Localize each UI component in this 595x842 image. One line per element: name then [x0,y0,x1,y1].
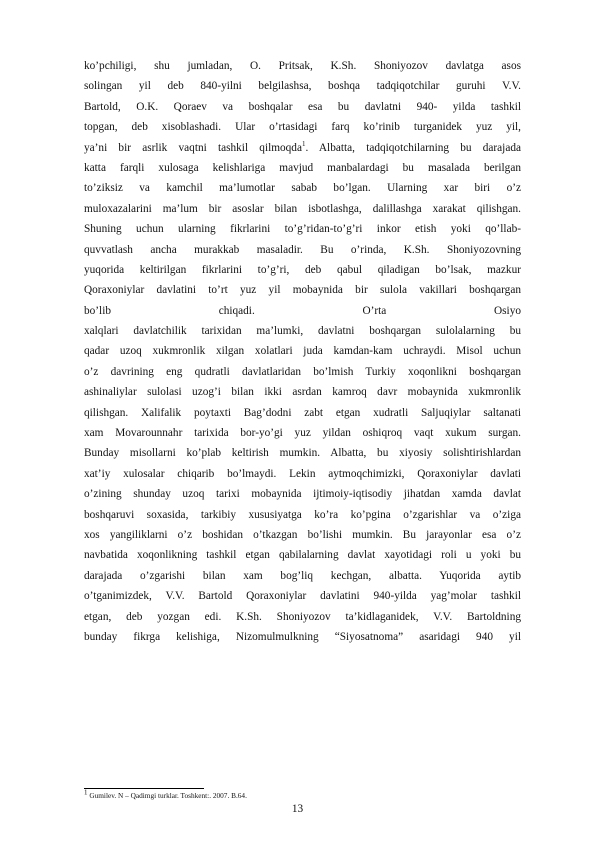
text-line: Bartold, O.K. Qoraev va boshqalar esa bu davlatni 940- yilda tashkil [84,100,521,113]
text-line: quvvatlash ancha murakkab masaladir. Bu o’rinda, K.Sh. Shoniyozovning [84,243,521,256]
text-line: bunday fikrga kelishiga, Nizomulmulkning “Siyosatnoma” asaridagi 940 yil [84,630,521,643]
footnote-text: Gumilev. N – Qadimgi turklar. Toshkent:. 2007. B.64. [87,791,247,800]
text-line: ko’pchiligi, shu jumladan, O. Pritsak, K.Sh. Shoniyozov davlatga asos [84,60,521,72]
text-line: qilishgan. Xalifalik poytaxti Bag’dodni zabt etgan xudratli Saljuqiylar saltanati [84,406,521,419]
footnote-mark: 1 [84,788,88,797]
text-line: muloxazalarini ma’lum bir asoslar bilan isbotlashga, dalillashga xarakat qilishgan. [84,202,521,215]
text-line: o’tganimizdek, V.V. Bartold Qoraxoniylar davlatini 940-yilda yag’molar tashkil [84,590,521,603]
text-line: topgan, deb xisoblashadi. Ular o’rtasidagi farq ko’rinib turganidek yuz yil, [84,121,521,134]
text-line: o’zining shunday uzoq tarixi mobaynida ijtimoiy-iqtisodiy jihatdan xamda davlat [84,488,521,501]
text-line: etgan, deb yozgan edi. K.Sh. Shoniyozov ta’kidlaganidek, V.V. Bartoldning [84,610,521,623]
body-text [84,56,521,647]
text-line: darajada o’zgarishi bilan xam bog’liq kechgan, albatta. Yuqorida aytib [84,569,521,582]
text-line: xalqlari davlatchilik tarixidan ma’lumki, davlatni boshqargan sulolalarning bu [84,325,521,338]
text-line: bo’lib chiqadi. O’rta Osiyo [84,304,521,317]
text-line: qadar uzoq xukmronlik xilgan xolatlari juda kamdan-kam uchraydi. Misol uchun [84,345,521,358]
footnote-reference[interactable]: 1 [301,139,306,148]
text-line: ashinaliylar sulolasi uzog’i bilan ikki asrdan kamroq davr mobaynida xukmronlik [84,386,521,399]
footnote [84,788,247,800]
text-line: katta farqli xulosaga kelishlariga mavjud manbalardagi bu masalada berilgan [84,161,521,174]
footnote-divider [84,788,204,789]
text-line: navbatida xoqonlikning tashkil etgan qabilalarning davlat xayotidagi roli u yoki bu [84,549,521,562]
text-line: solingan yil deb 840-yilni belgilashsa, boshqa tadqiqotchilar guruhi V.V. [84,80,521,93]
text-line: Bunday misollarni ko’plab keltirish mumkin. Albatta, bu xiyosiy solishtirishlardan [84,447,521,460]
text-line: to’ziksiz va kamchil ma’lumotlar sabab bo’lgan. Ularning xar biri o’z [84,182,521,195]
page-number: 13 [291,803,304,815]
text-segment: . Albatta, tadqiqotchilarning bu darajada [305,141,521,154]
text-line: xat’iy xulosalar chiqarib bo’lmaydi. Lekin aytmoqchimizki, Qoraxoniylar davlati [84,467,521,480]
text-line: yuqorida keltirilgan fikrlarini to’g’ri, deb qabul qiladigan bo’lsak, mazkur [84,263,521,276]
text-line: boshqaruvi soxasida, tarkibiy xususiyatga ko’ra ko’pgina o’zgarishlar va o’ziga [84,508,521,521]
text-line: o’z davrining eng qudratli davlatlaridan bo’lmish Turkiy xoqonlikni boshqargan [84,365,521,378]
text-line: Qoraxoniylar davlatini to’rt yuz yil mobaynida bir sulola vakillari boshqargan [84,284,521,297]
text-line: xos yangiliklarni o’z boshidan o’tkazgan bo’lishi mumkin. Bu jarayonlar esa o’z [84,528,521,541]
text-segment: ya’ni bir asrlik vaqtni tashkil qilmoqda [84,141,302,154]
text-line: Shuning uchun ularning fikrlarini to’g’ridan-to’g’ri inkor etish yoki qo’llab- [84,223,521,236]
text-line: xam Movarounnahr tarixida bor-yo’gi yuz yildan oshiqroq vaqt xukum surgan. [84,427,521,440]
text-line [84,138,521,158]
